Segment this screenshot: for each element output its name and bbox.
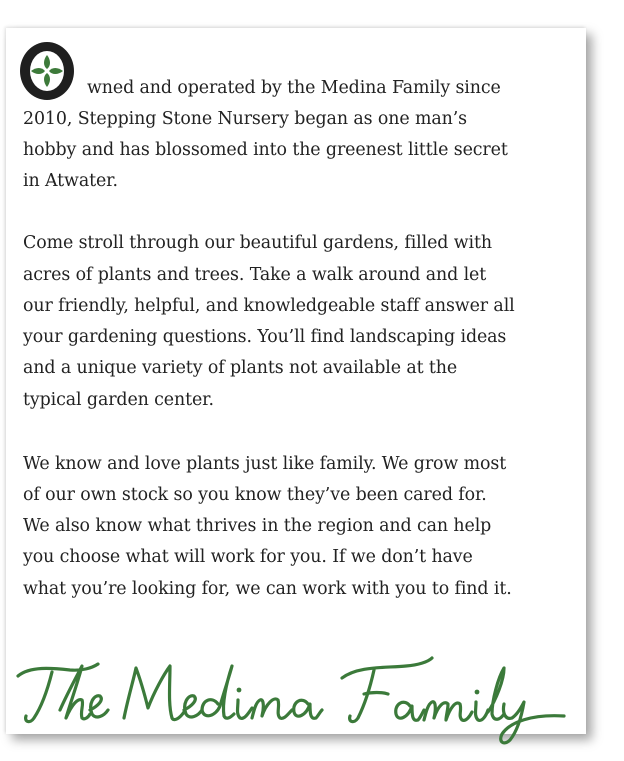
paragraph-line: and a unique variety of plants not available at the bbox=[23, 358, 458, 378]
paragraph-line: typical garden center. bbox=[23, 390, 214, 410]
paragraph-line: what you’re looking for, we can work with you to find it. bbox=[23, 579, 512, 599]
paragraph-line: hobby and has blossomed into the greenest little secret bbox=[23, 140, 508, 160]
paragraph-line: you choose what will work for you. If we don’t have bbox=[23, 547, 473, 567]
paragraph-line: of our own stock so you know they’ve been cared for. bbox=[23, 485, 487, 505]
paragraph-line: in Atwater. bbox=[23, 171, 118, 191]
letter-card bbox=[6, 28, 586, 734]
paragraph-line: wned and operated by the Medina Family since bbox=[87, 78, 501, 98]
paragraph-line: Come stroll through our beautiful gardens, filled with bbox=[23, 233, 492, 253]
paragraph-line: acres of plants and trees. Take a walk around and let bbox=[23, 265, 487, 285]
paragraph-line: We know and love plants just like family. We grow most bbox=[23, 454, 507, 474]
paragraph-line: our friendly, helpful, and knowledgeable staff answer all bbox=[23, 296, 515, 316]
paragraph-line: your gardening questions. You’ll find landscaping ideas bbox=[23, 327, 507, 347]
paragraph-line: We also know what thrives in the region and can help bbox=[23, 516, 492, 536]
signature-script bbox=[12, 648, 572, 748]
dropcap-o-ornament-icon bbox=[18, 40, 78, 102]
paragraph-line: 2010, Stepping Stone Nursery began as one man’s bbox=[23, 109, 467, 129]
